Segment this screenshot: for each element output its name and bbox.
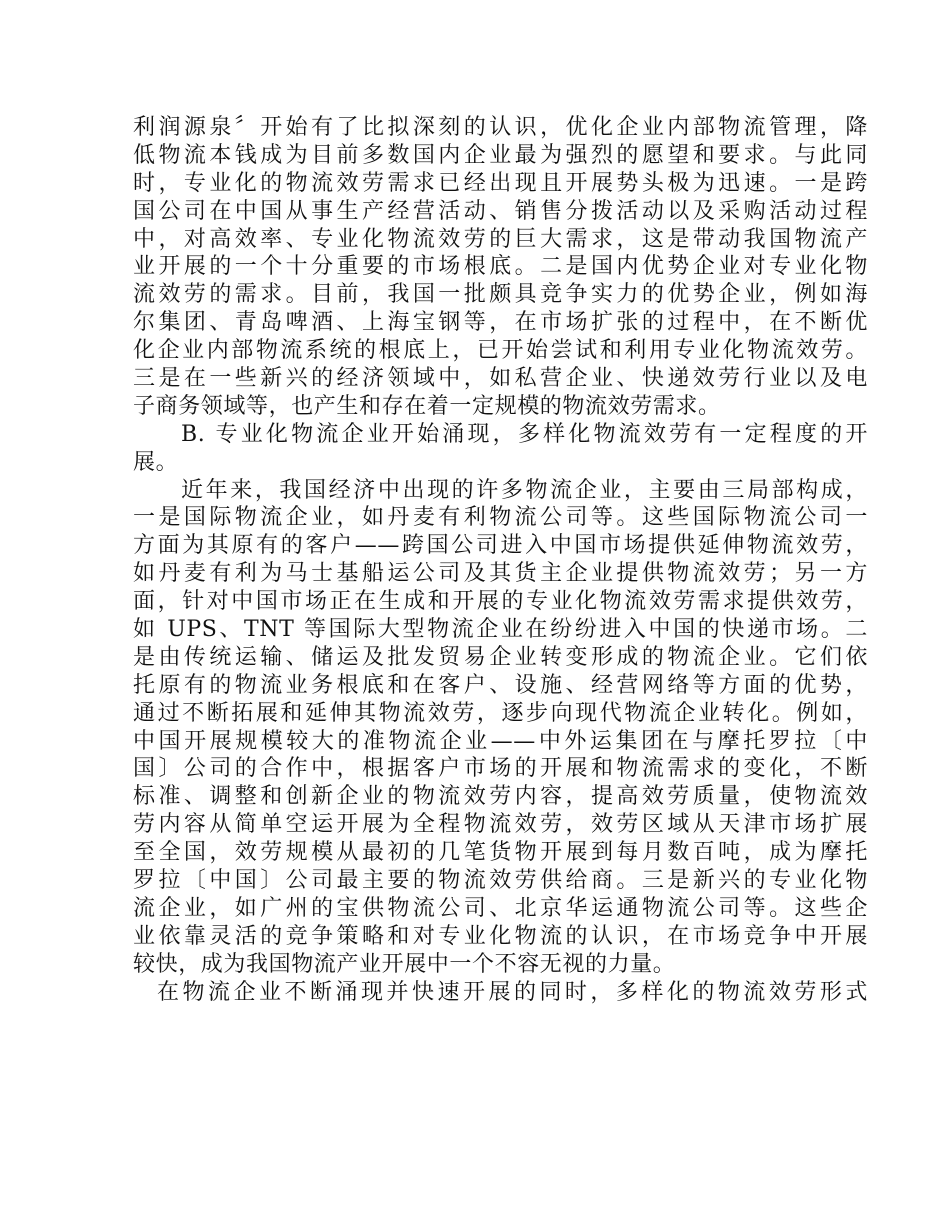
text-line: 业依靠灵活的竞争策略和对专业化物流的认识，在市场竞争中开展 xyxy=(133,923,868,949)
text-line: 化企业内部物流系统的根底上，已开始尝试和利用专业化物流效劳。 xyxy=(133,338,868,364)
document-body xyxy=(133,114,868,1007)
text-line: 如丹麦有利为马士基船运公司及其货主企业提供物流效劳；另一方 xyxy=(133,561,868,587)
text-line: 三是在一些新兴的经济领域中，如私营企业、快递效劳行业以及电 xyxy=(133,366,868,392)
text-line: 中国开展规模较大的准物流企业——中外运集团在与摩托罗拉〔中 xyxy=(133,728,868,754)
text-line: 通过不断拓展和延伸其物流效劳，逐步向现代物流企业转化。例如， xyxy=(133,700,868,726)
text-line: 低物流本钱成为目前多数国内企业最为强烈的愿望和要求。与此同 xyxy=(133,142,868,168)
text-line: 时，专业化的物流效劳需求已经出现且开展势头极为迅速。一是跨 xyxy=(133,170,868,196)
text-line: 面，针对中国市场正在生成和开展的专业化物流效劳需求提供效劳， xyxy=(133,589,868,615)
text-line: 较快，成为我国物流产业开展中一个不容无视的力量。 xyxy=(133,951,676,977)
text-line: 托原有的物流业务根底和在客户、设施、经营网络等方面的优势， xyxy=(133,672,868,698)
text-line: 一是国际物流企业，如丹麦有利物流公司等。这些国际物流公司一 xyxy=(133,505,868,531)
text-line: 中，对高效率、专业化物流效劳的巨大需求，这是带动我国物流产 xyxy=(133,226,868,252)
text-line: 流企业，如广州的宝供物流公司、北京华运通物流公司等。这些企 xyxy=(133,895,868,921)
text-line: 至全国，效劳规模从最初的几笔货物开展到每月数百吨，成为摩托 xyxy=(133,840,868,866)
text-line: 利润源泉〞开始有了比拟深刻的认识，优化企业内部物流管理，降 xyxy=(133,115,868,140)
text-line: 国〕公司的合作中，根据客户市场的开展和物流需求的变化，不断 xyxy=(133,756,868,782)
text-line: 罗拉〔中国〕公司最主要的物流效劳供给商。三是新兴的专业化物 xyxy=(133,868,868,894)
text-line: 是由传统运输、储运及批发贸易企业转变形成的物流企业。它们依 xyxy=(133,644,868,670)
text-line: 子商务领域等，也产生和存在着一定规模的物流效劳需求。 xyxy=(133,393,721,419)
text-line: 流效劳的需求。目前，我国一批颇具竞争实力的优势企业，例如海 xyxy=(133,282,868,308)
text-line: 方面为其原有的客户——跨国公司进入中国市场提供延伸物流效劳， xyxy=(133,533,868,559)
text-line: 近年来，我国经济中出现的许多物流企业，主要由三局部构成， xyxy=(181,477,868,503)
text-line: 业开展的一个十分重要的市场根底。二是国内优势企业对专业化物 xyxy=(133,254,868,280)
text-line: 如 UPS、TNT 等国际大型物流企业在纷纷进入中国的快递市场。二 xyxy=(133,617,868,643)
text-line: 尔集团、青岛啤酒、上海宝钢等，在市场扩张的过程中，在不断优 xyxy=(133,310,868,336)
text-line: 国公司在中国从事生产经营活动、销售分拨活动以及采购活动过程 xyxy=(133,198,868,224)
section-heading-line: 展。 xyxy=(133,449,179,475)
text-line: 标准、调整和创新企业的物流效劳内容，提高效劳质量，使物流效 xyxy=(133,784,868,810)
section-heading-line: B. 专业化物流企业开始涌现，多样化物流效劳有一定程度的开 xyxy=(181,421,868,447)
text-line: 在物流企业不断涌现并快速开展的同时，多样化的物流效劳形式 xyxy=(157,979,868,1005)
text-line: 劳内容从简单空运开展为全程物流效劳，效劳区域从天津市场扩展 xyxy=(133,812,868,838)
